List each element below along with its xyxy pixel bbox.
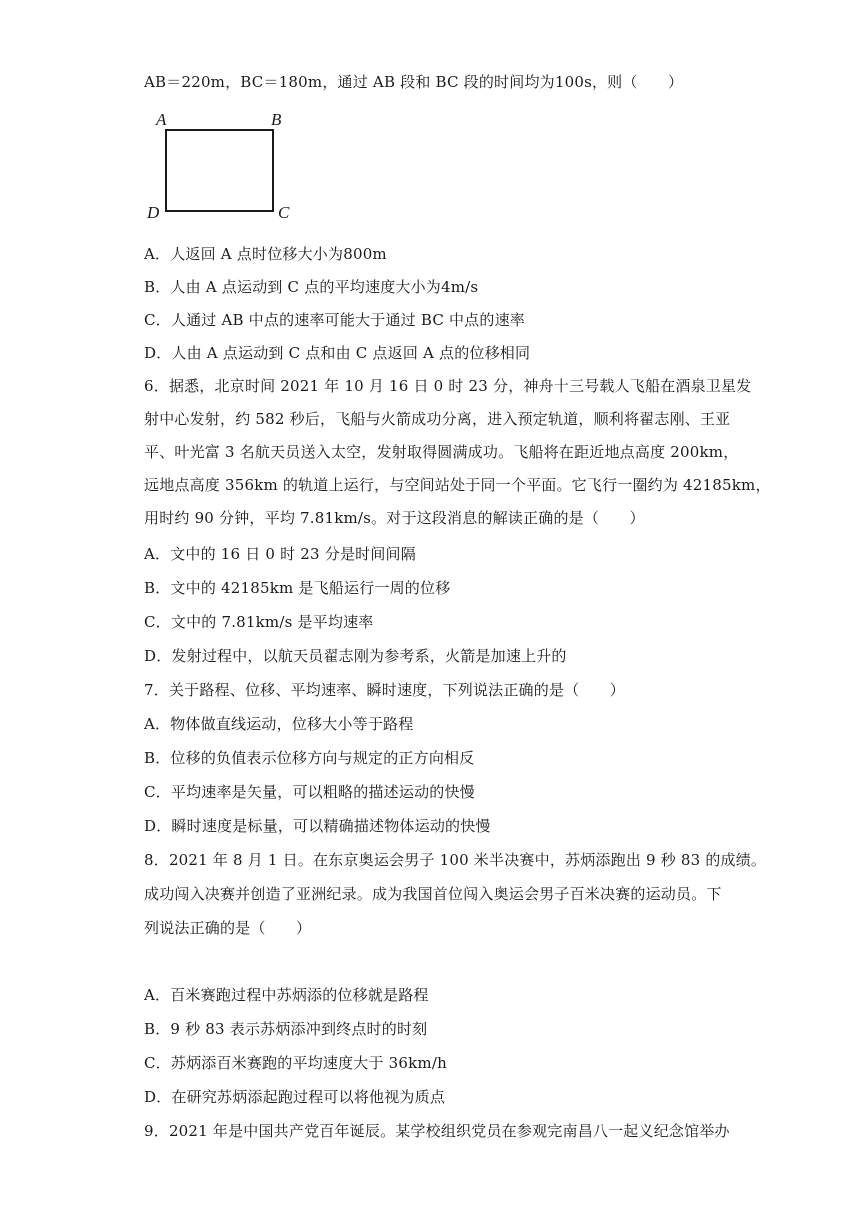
q6-option-c: C．文中的 7.81km/s 是平均速率 [144,613,374,631]
q8-option-a: A．百米赛跑过程中苏炳添的位移就是路程 [144,986,429,1004]
label-c: C [278,203,290,222]
q7-option-a: A．物体做直线运动，位移大小等于路程 [144,715,414,733]
q5-stem: AB＝220m，BC＝180m，通过 AB 段和 BC 段的时间均为100s，则（ ） [144,73,684,91]
q9-stem-line-1: 9．2021 年是中国共产党百年诞辰。某学校组织党员在参观完南昌八一起义纪念馆举办 [144,1122,730,1140]
q8-stem-line-1: 8．2021 年 8 月 1 日。在东京奥运会男子 100 米半决赛中，苏炳添跑出 9 秒 83 的成绩。 [144,851,767,869]
q5-option-a: A．人返回 A 点时位移大小为800m [144,245,387,263]
q8-stem-line-2: 成功闯入决赛并创造了亚洲纪录。成为我国首位闯入奥运会男子百米决赛的运动员。下 [144,885,722,903]
rectangle-abcd-diagram [144,108,304,228]
label-b: B [271,110,282,129]
q6-stem-line-2: 射中心发射，约 582 秒后，飞船与火箭成功分离，进入预定轨道，顺利将翟志刚、王亚 [144,410,731,428]
q6-option-b: B．文中的 42185km 是飞船运行一周的位移 [144,579,451,597]
q5-option-c: C．人通过 AB 中点的速率可能大于通过 BC 中点的速率 [144,311,525,329]
q5-rectangle-figure [144,108,304,228]
q6-option-d: D．发射过程中，以航天员翟志刚为参考系，火箭是加速上升的 [144,647,567,665]
rectangle-shape [166,130,273,211]
q5-option-d: D．人由 A 点运动到 C 点和由 C 点返回 A 点的位移相同 [144,344,531,362]
q8-option-d: D．在研究苏炳添起跑过程可以将他视为质点 [144,1088,446,1106]
q6-stem-line-1: 6．据悉，北京时间 2021 年 10 月 16 日 0 时 23 分，神舟十三号载人飞船在酒泉卫星发 [144,377,752,395]
q6-stem-line-3: 平、叶光富 3 名航天员送入太空，发射取得圆满成功。飞船将在距近地点高度 200km， [144,443,739,461]
q8-option-b: B．9 秒 83 表示苏炳添冲到终点时的时刻 [144,1020,428,1038]
q5-option-b: B．人由 A 点运动到 C 点的平均速度大小为4m/s [144,278,479,296]
q7-stem: 7．关于路程、位移、平均速率、瞬时速度，下列说法正确的是（ ） [144,681,625,699]
q7-option-c: C．平均速率是矢量，可以粗略的描述运动的快慢 [144,783,475,801]
q6-stem-line-4: 远地点高度 356km 的轨道上运行，与空间站处于同一个平面。它飞行一圈约为 42185km， [144,476,771,494]
q8-option-c: C．苏炳添百米赛跑的平均速度大于 36km/h [144,1054,447,1072]
label-d: D [147,203,160,222]
q7-option-b: B．位移的负值表示位移方向与规定的正方向相反 [144,749,475,767]
q6-option-a: A．文中的 16 日 0 时 23 分是时间间隔 [144,545,416,563]
q6-stem-line-5: 用时约 90 分钟，平均 7.81km/s。对于这段消息的解读正确的是（ ） [144,509,645,527]
label-a: A [156,110,167,129]
q7-option-d: D．瞬时速度是标量，可以精确描述物体运动的快慢 [144,817,491,835]
q8-stem-line-3: 列说法正确的是（ ） [144,919,312,937]
